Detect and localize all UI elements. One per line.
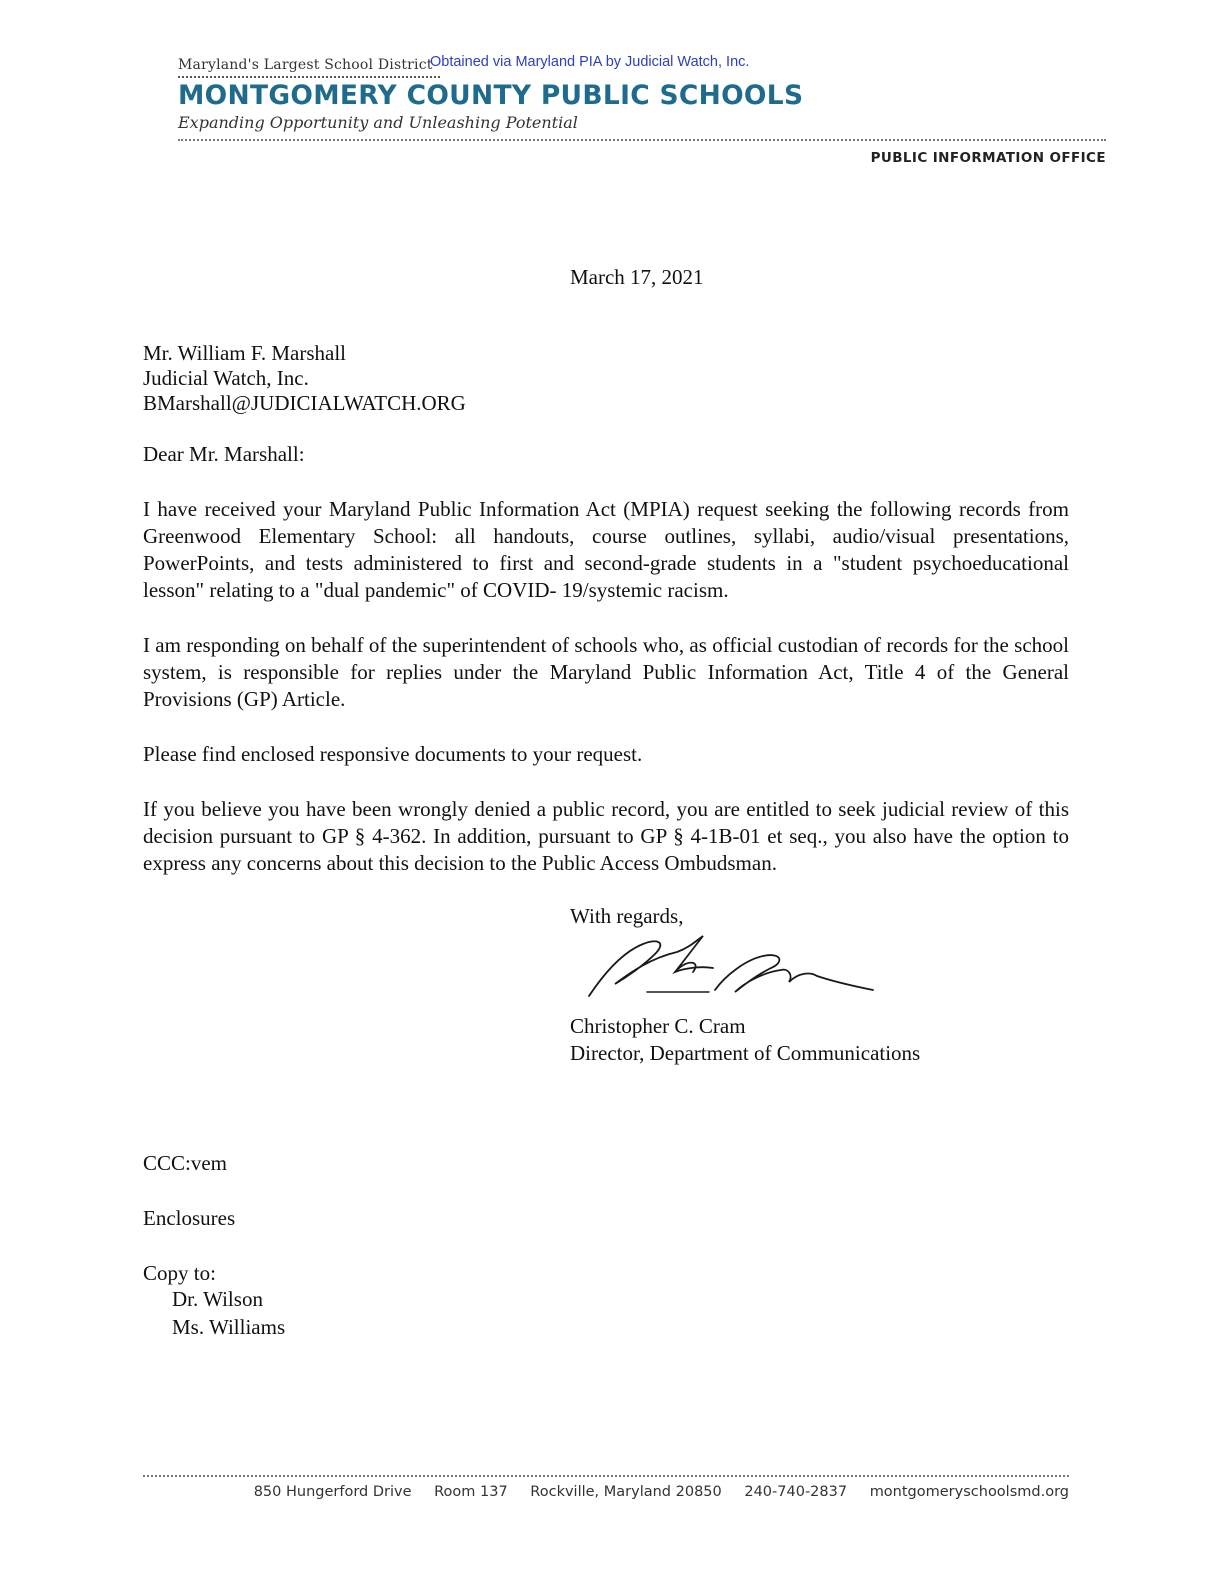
paragraph-review-rights: If you believe you have been wrongly denied a public record, you are entitled to seek judicial review of this decision pursuant to GP § 4-362. In addition, pursuant to GP § 4-1B-01 et seq., you also have the option to express any concerns about this decision to the Public Access Ombudsman. (143, 797, 1069, 875)
copy-recipient: Dr. Wilson (172, 1287, 263, 1311)
recipient-name: Mr. William F. Marshall (143, 341, 346, 365)
tagline-divider (178, 76, 440, 78)
district-tagline: Maryland's Largest School District (178, 57, 433, 73)
copy-to-label: Copy to: (143, 1261, 216, 1285)
district-name: MONTGOMERY COUNTY PUBLIC SCHOOLS (178, 80, 804, 111)
paragraph-authority: I am responding on behalf of the superintendent of schools who, as official custodian of records for the school system, is responsible for replies under the Maryland Public Information Act, Title 4 of the General Provisions (GP) Article. (143, 633, 1069, 711)
footer-website[interactable]: montgomeryschoolsmd.org (869, 1484, 1069, 1500)
footer-phone: 240-740-2837 (744, 1484, 848, 1500)
pia-stamp: Obtained via Maryland PIA by Judicial Watch, Inc. (430, 54, 750, 70)
office-name: PUBLIC INFORMATION OFFICE (870, 150, 1106, 166)
signer-title: Director, Department of Communications (570, 1041, 921, 1065)
paragraph-enclosed: Please find enclosed responsive documents to your request. (143, 742, 643, 766)
footer-address: 850 Hungerford Drive (253, 1484, 412, 1500)
footer-room: Room 137 (434, 1484, 508, 1500)
signature-icon (585, 932, 877, 1004)
footer-contact (254, 1484, 1069, 1500)
reference-initials: CCC:vem (143, 1151, 228, 1175)
salutation: Dear Mr. Marshall: (143, 442, 305, 466)
district-motto: Expanding Opportunity and Unleashing Potential (178, 113, 578, 132)
paragraph-request: I have received your Maryland Public Information Act (MPIA) request seeking the following records from Greenwood Elementary School: all handouts, course outlines, syllabi, audio/visual presentations, PowerPoints, and tests administered to first and second-grade students in a "student psychoeducational lesson" relating to a "dual pandemic" of COVID- 19/systemic racism. (143, 497, 1069, 602)
enclosures-note: Enclosures (143, 1206, 236, 1230)
copy-recipient: Ms. Williams (172, 1315, 286, 1339)
footer-divider (143, 1475, 1069, 1477)
header-divider (178, 139, 1106, 141)
signer-name: Christopher C. Cram (570, 1014, 746, 1038)
recipient-organization: Judicial Watch, Inc. (143, 366, 309, 390)
recipient-email: BMarshall@JUDICIALWATCH.ORG (143, 391, 466, 415)
footer-city: Rockville, Maryland 20850 (530, 1484, 722, 1500)
letter-date: March 17, 2021 (570, 265, 704, 289)
closing: With regards, (570, 904, 684, 928)
